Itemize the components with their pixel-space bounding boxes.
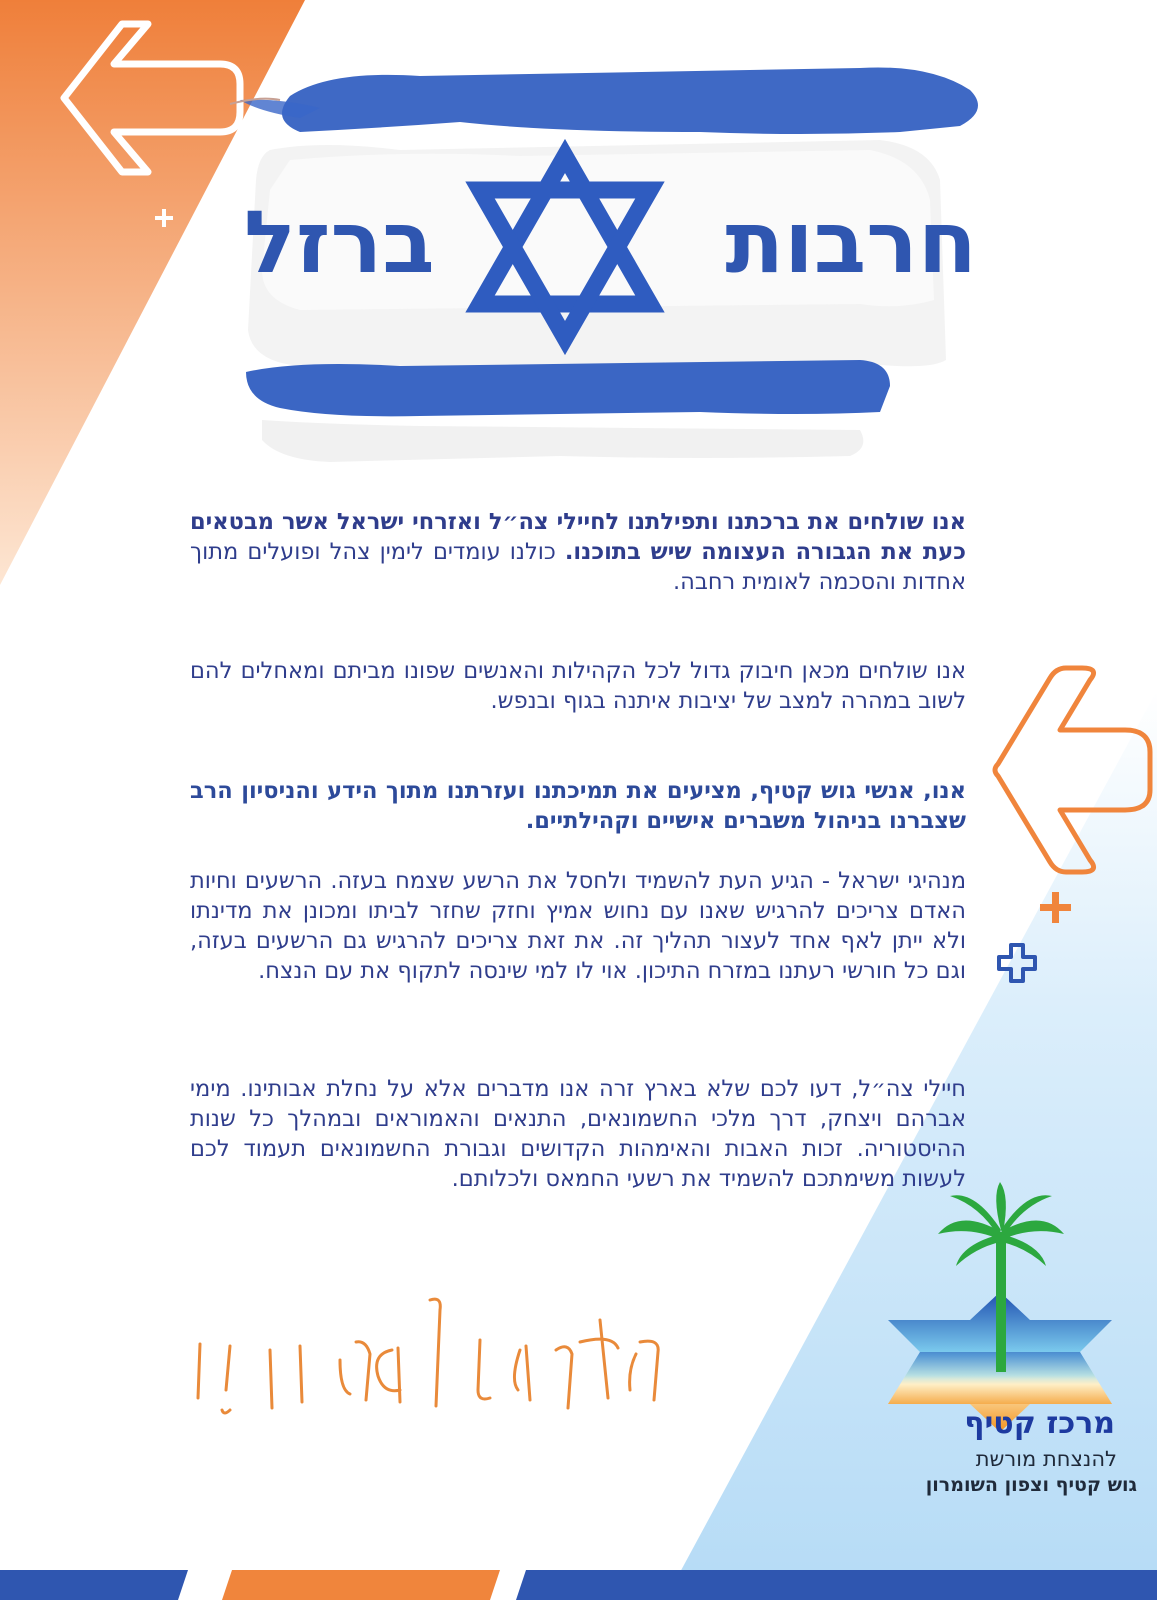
letter-paragraph-2: אנו שולחים מכאן חיבוק גדול לכל הקהילות והאנשים שפונו מביתם ומאחלים להם לשוב במהרה למצב של יציבות איתנה בגוף ובנפש.: [190, 658, 966, 714]
letter-paragraph-3: אנו, אנשי גוש קטיף, מציעים את תמיכתנו ועזרתנו מתוך הידע והניסיון הרב שצברנו בניהול משברים אישיים וקהילתיים.: [190, 778, 966, 834]
bottom-stripe-orange: [222, 1570, 500, 1600]
handwritten-signature: [160, 1290, 680, 1440]
page-title-left: ברזל: [244, 193, 435, 293]
page-title-right: חרבות: [725, 193, 977, 293]
letter-paragraph-1-rest: כולנו עומדים לימין צהל ופועלים מתוך אחדות והסכמה לאומית רחבה.: [190, 539, 966, 595]
bottom-stripe-blue: [0, 1570, 188, 1600]
letter-paragraph-1: [190, 507, 966, 597]
bottom-stripe-blue: [516, 1570, 1157, 1600]
logo-subtitle-region: גוש קטיף וצפון השומרון: [925, 1474, 1137, 1496]
letter-paragraph-4: מנהיגי ישראל - הגיע העת להשמיד ולחסל את הרשע שצמח בעזה. הרשעים וחיות האדם צריכים להרגיש שאנו עם נחוש אמיץ וחזק שחזר לביתו ומכונן את מדינתו ולא ייתן לאף אחד לעצור תהליך זה. את זאת צריכים להרגיש גם הרשעים בעזה, וגם כל חורשי רעתנו במזרח התיכון. אוי לו למי שינסה לתקוף את עם הנצח.: [190, 868, 966, 984]
letter-paragraph-1-bold: אנו שולחים את ברכתנו ותפילתנו לחיילי צה״ל ואזרחי ישראל אשר מבטאים כעת את הגבורה העצומה שיש בתוכנו.: [190, 509, 966, 565]
logo-subtitle: להנצחת מורשת: [975, 1447, 1117, 1471]
logo-name: מרכז קטיף: [964, 1406, 1115, 1441]
letter-paragraph-5: חיילי צה״ל, דעו לכם שלא בארץ זרה אנו מדברים אלא על נחלת אבותינו. מימי אברהם ויצחק, דרך מלכי החשמונאים, התנאים והאמוראים ובמהלך כל שנות ההיסטוריה. זכות האבות והאימהות הקדושים וגבורת החשמונאים תעמוד לכם לעשות משימתכם להשמיד את רשעי החמאס ולכלותם.: [190, 1076, 966, 1192]
